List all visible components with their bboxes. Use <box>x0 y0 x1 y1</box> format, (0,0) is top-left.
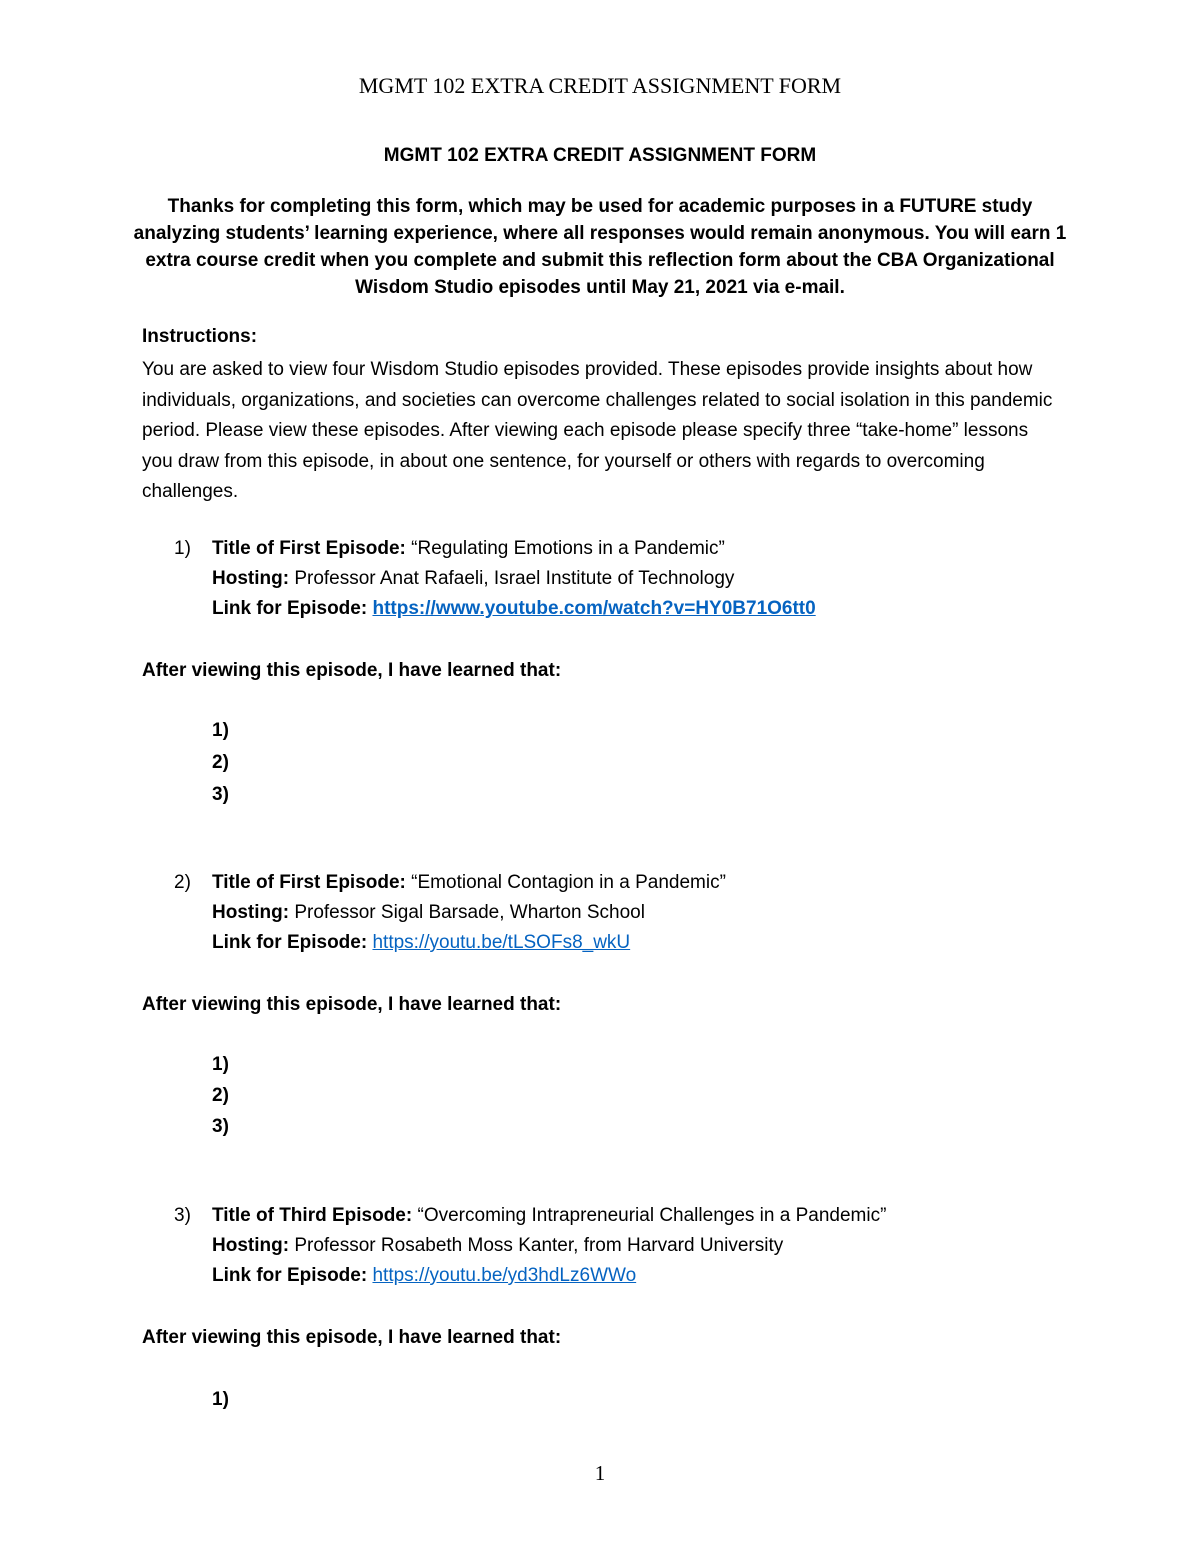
episode-host-label: Hosting: <box>212 568 290 589</box>
episode-title: “Regulating Emotions in a Pandemic” <box>411 538 725 559</box>
page-number: 1 <box>594 1461 606 1485</box>
episode-host: Professor Anat Rafaeli, Israel Institute of Technology <box>294 568 735 589</box>
episode-host: Professor Rosabeth Moss Kanter, from Harvard University <box>294 1235 784 1256</box>
episode-link-line <box>212 598 816 620</box>
episode-link[interactable]: https://www.youtube.com/watch?v=HY0B71O6tt0 <box>372 598 816 619</box>
episode-link-label: Link for Episode: <box>212 598 368 619</box>
episode-link[interactable]: https://youtu.be/yd3hdLz6WWo <box>372 1265 637 1286</box>
intro-paragraph: Thanks for completing this form, which may be used for academic purposes in a FUTURE study analyzing students’ learning experience, where all responses would remain anonymous. You will earn 1 extra course credit when you complete and submit this reflection form about the CBA Organizational Wisdom Studio episodes until May 21, 2021 via e-mail. <box>133 196 1067 298</box>
episode-number: 1) <box>174 538 191 559</box>
episode-host: Professor Sigal Barsade, Wharton School <box>294 902 645 923</box>
learned-label: After viewing this episode, I have learned that: <box>142 660 562 681</box>
lesson-item: 2) <box>212 1085 229 1106</box>
episode-link[interactable]: https://youtu.be/tLSOFs8_wkU <box>372 932 631 953</box>
lesson-item: 1) <box>212 720 229 741</box>
episode-title: “Emotional Contagion in a Pandemic” <box>411 872 726 893</box>
episode-title: “Overcoming Intrapreneurial Challenges in a Pandemic” <box>417 1205 887 1226</box>
episode-title-label: Title of First Episode: <box>212 872 406 893</box>
learned-label: After viewing this episode, I have learned that: <box>142 994 562 1015</box>
instructions-text: You are asked to view four Wisdom Studio episodes provided. These episodes provide insights about how individuals, organizations, and societies can overcome challenges related to social isolation in this pandemic period. Please view these episodes. After viewing each episode please specify three “take-home” lessons you draw from this episode, in about one sentence, for yourself or others with regards to overcoming challenges. <box>142 359 1053 502</box>
page-header-title: MGMT 102 EXTRA CREDIT ASSIGNMENT FORM <box>358 73 842 98</box>
episode-link-label: Link for Episode: <box>212 1265 368 1286</box>
episode-host-label: Hosting: <box>212 902 290 923</box>
episode-host-line <box>212 902 645 924</box>
lesson-item: 1) <box>212 1389 229 1410</box>
episode-link-label: Link for Episode: <box>212 932 368 953</box>
episode-title-line <box>212 1205 886 1227</box>
episode-number: 3) <box>174 1205 191 1226</box>
episode-host-label: Hosting: <box>212 1235 290 1256</box>
episode-number: 2) <box>174 872 191 893</box>
lesson-item: 2) <box>212 752 229 773</box>
episode-link-line <box>212 932 630 954</box>
episode-title-label: Title of Third Episode: <box>212 1205 413 1226</box>
lesson-item: 3) <box>212 784 229 805</box>
episode-title-label: Title of First Episode: <box>212 538 406 559</box>
episode-host-line <box>212 568 734 590</box>
episode-title-line <box>212 872 726 894</box>
lesson-item: 3) <box>212 1116 229 1137</box>
lesson-item: 1) <box>212 1054 229 1075</box>
instructions-heading: Instructions: <box>142 326 258 347</box>
episode-host-line <box>212 1235 783 1257</box>
episode-link-line <box>212 1265 636 1287</box>
learned-label: After viewing this episode, I have learned that: <box>142 1327 562 1348</box>
form-title: MGMT 102 EXTRA CREDIT ASSIGNMENT FORM <box>383 145 817 166</box>
episode-title-line <box>212 538 725 560</box>
